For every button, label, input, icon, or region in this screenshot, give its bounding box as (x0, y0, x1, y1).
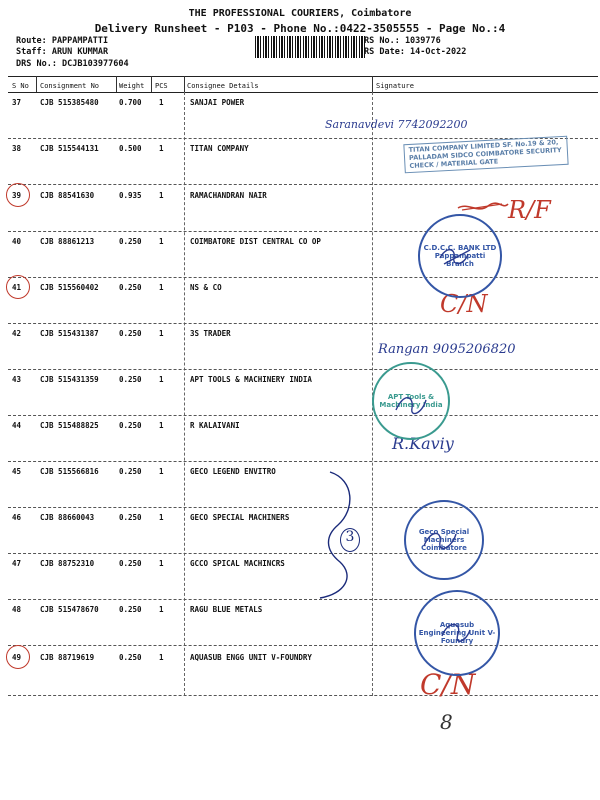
header-signature: Signature (376, 82, 414, 90)
row-separator (8, 184, 598, 185)
row-consignee: SANJAI POWER (190, 98, 245, 107)
staff-label: Staff: ARUN KUMMAR (16, 47, 109, 57)
signature-row-37: Saranavdevi 7742092200 (325, 118, 468, 131)
row-consignment-number: CJB 515544131 (40, 144, 99, 153)
row-pcs: 1 (159, 421, 164, 430)
row-serial-number: 44 (12, 421, 22, 430)
row-consignee: GECO SPECIAL MACHINERS (190, 513, 290, 522)
bracket-count-3: 3 (340, 528, 360, 552)
row-weight: 0.250 (119, 559, 142, 568)
table-top-border (8, 76, 598, 77)
row-consignee: NS & CO (190, 283, 222, 292)
row-weight: 0.500 (119, 144, 142, 153)
consignee-divider (184, 92, 185, 696)
row-pcs: 1 (159, 237, 164, 246)
row-pcs: 1 (159, 283, 164, 292)
aquasub-stamp: Aquasub Engineering Unit V-Foundry (414, 590, 500, 676)
row-serial-number: 42 (12, 329, 22, 338)
row-separator (8, 369, 598, 370)
row-pcs: 1 (159, 559, 164, 568)
row-separator (8, 277, 598, 278)
row-consignment-number: CJB 515488825 (40, 421, 99, 430)
row-pcs: 1 (159, 467, 164, 476)
row-consignment-number: CJB 88719619 (40, 653, 95, 662)
row-pcs: 1 (159, 329, 164, 338)
row-consignment-number: CJB 515478670 (40, 605, 99, 614)
geco-special-stamp: Geco Special Machiners Coimbatore (404, 500, 484, 580)
header-pcs: PCS (155, 82, 168, 90)
row-pcs: 1 (159, 98, 164, 107)
cn-note-row-49: C/N (420, 668, 476, 701)
row-serial-number: 40 (12, 237, 22, 246)
header-consignee: Consignee Details (187, 82, 259, 90)
row-pcs: 1 (159, 144, 164, 153)
page-note-8: 8 (440, 710, 453, 734)
col-divider (116, 76, 117, 92)
row-pcs: 1 (159, 513, 164, 522)
cn-note-row-41: C/N (440, 290, 488, 318)
col-divider (151, 76, 152, 92)
rs-number: RS No.: 1039776 (364, 36, 441, 46)
scribble-row-39 (458, 200, 508, 214)
route-label: Route: PAPPAMPATTI (16, 36, 109, 46)
row-39-circle-mark (6, 183, 30, 207)
row-pcs: 1 (159, 605, 164, 614)
cdcc-bank-stamp: C.D.C.C. BANK LTD Pappampatti Branch (418, 214, 502, 298)
row-separator (8, 461, 598, 462)
row-consignee: R KALAIVANI (190, 421, 240, 430)
runsheet-subtitle: Delivery Runsheet - P103 - Phone No.:0422-3505555 - Page No.:4 (94, 22, 506, 35)
row-weight: 0.250 (119, 237, 142, 246)
header-consignment: Consignment No (40, 82, 100, 90)
row-weight: 0.700 (119, 98, 142, 107)
signature-row-44: R.Kaviy (392, 434, 454, 453)
row-consignment-number: CJB 515566816 (40, 467, 99, 476)
scribble-row-46 (420, 526, 460, 556)
apt-tools-stamp: APT Tools & Machinery India (372, 362, 450, 440)
row-consignment-number: CJB 515431359 (40, 375, 99, 384)
row-pcs: 1 (159, 191, 164, 200)
rf-note-row-39: R/F (508, 196, 551, 224)
row-consignment-number: CJB 515560402 (40, 283, 99, 292)
table-header-border (8, 92, 598, 93)
signature-row-43: Rangan 9095206820 (378, 342, 516, 357)
row-consignee: 3S TRADER (190, 329, 231, 338)
row-consignee: RAMACHANDRAN NAIR (190, 191, 267, 200)
scribble-row-43 (394, 392, 428, 418)
row-weight: 0.935 (119, 191, 142, 200)
titan-company-stamp: TITAN COMPANY LIMITED SF. No.19 & 20, PALLADAM SIDCO COIMBATORE SECURITY CHECK / MATERIAL GATE (403, 136, 568, 174)
row-consignment-number: CJB 88861213 (40, 237, 95, 246)
row-consignment-number: CJB 515385480 (40, 98, 99, 107)
row-consignment-number: CJB 88660043 (40, 513, 95, 522)
row-pcs: 1 (159, 653, 164, 662)
col-divider (36, 76, 37, 92)
row-49-circle-mark (6, 645, 30, 669)
row-weight: 0.250 (119, 605, 142, 614)
row-serial-number: 41 (12, 283, 22, 292)
row-pcs: 1 (159, 375, 164, 384)
row-weight: 0.250 (119, 467, 142, 476)
row-serial-number: 47 (12, 559, 22, 568)
row-consignment-number: CJB 88752310 (40, 559, 95, 568)
row-consignee: AQUASUB ENGG UNIT V-FOUNDRY (190, 653, 312, 662)
row-consignment-number: CJB 515431387 (40, 329, 99, 338)
row-weight: 0.250 (119, 329, 142, 338)
row-serial-number: 37 (12, 98, 22, 107)
row-consignee: COIMBATORE DIST CENTRAL CO OP (190, 237, 321, 246)
row-serial-number: 38 (12, 144, 22, 153)
col-divider (184, 76, 185, 92)
row-serial-number: 49 (12, 653, 22, 662)
row-weight: 0.250 (119, 421, 142, 430)
signature-row-40 (438, 244, 474, 270)
row-serial-number: 39 (12, 191, 22, 200)
row-41-circle-mark (6, 275, 30, 299)
row-serial-number: 43 (12, 375, 22, 384)
row-serial-number: 45 (12, 467, 22, 476)
row-separator (8, 415, 598, 416)
row-serial-number: 48 (12, 605, 22, 614)
row-consignment-number: CJB 88541630 (40, 191, 95, 200)
scribble-row-48 (436, 618, 472, 646)
row-consignee: GCCO SPICAL MACHINCRS (190, 559, 285, 568)
runsheet-title: THE PROFESSIONAL COURIERS, Coimbatore (188, 8, 412, 19)
header-sno: S No (12, 82, 29, 90)
row-weight: 0.250 (119, 283, 142, 292)
row-consignee: RAGU BLUE METALS (190, 605, 263, 614)
drs-number: DRS No.: DCJB103977604 (16, 59, 129, 69)
row-consignee: APT TOOLS & MACHINERY INDIA (190, 375, 312, 384)
row-consignee: GECO LEGEND ENVITRO (190, 467, 276, 476)
row-weight: 0.250 (119, 513, 142, 522)
row-weight: 0.250 (119, 653, 142, 662)
rs-date: RS Date: 14-Oct-2022 (364, 47, 467, 57)
row-separator (8, 645, 598, 646)
barcode (255, 36, 365, 58)
row-weight: 0.250 (119, 375, 142, 384)
row-separator (8, 323, 598, 324)
row-separator (8, 231, 598, 232)
row-serial-number: 46 (12, 513, 22, 522)
row-consignee: TITAN COMPANY (190, 144, 249, 153)
col-divider (372, 76, 373, 92)
header-weight: Weight (119, 82, 145, 90)
row-separator (8, 695, 598, 696)
